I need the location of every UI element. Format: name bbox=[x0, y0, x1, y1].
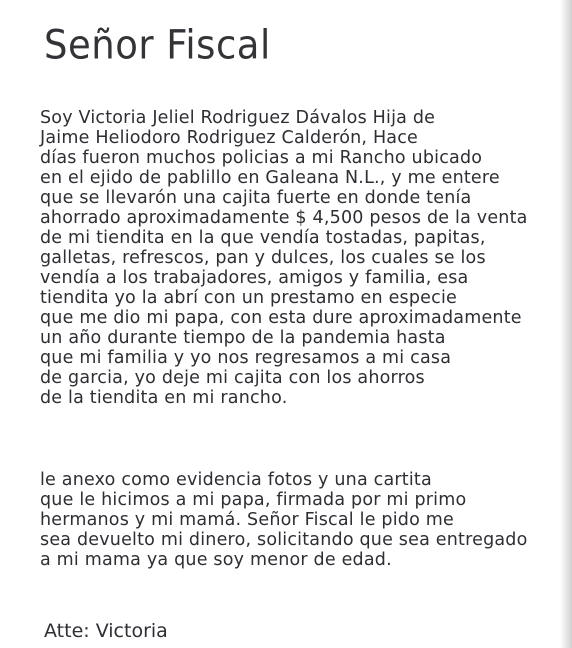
text-line: que mi familia y yo nos regresamos a mi casa bbox=[40, 348, 452, 368]
text-line: galletas, refrescos, pan y dulces, los cuales se los bbox=[40, 248, 486, 268]
text-line: hermanos y mi mamá. Señor Fiscal le pido me bbox=[40, 510, 454, 530]
text-line: le anexo como evidencia fotos y una cartita bbox=[40, 470, 432, 490]
text-line: en el ejido de pablillo en Galeana N.L., y me entere bbox=[40, 168, 500, 188]
text-line: sea devuelto mi dinero, solicitando que sea entregado bbox=[40, 530, 528, 550]
text-line: ahorrado aproximadamente $ 4,500 pesos de la venta bbox=[40, 208, 528, 228]
letter-title: Señor Fiscal bbox=[44, 22, 271, 69]
text-line: Jaime Heliodoro Rodriguez Calderón, Hace bbox=[40, 128, 419, 148]
text-line: un año durante tiempo de la pandemia hasta bbox=[40, 328, 446, 348]
signature: Atte: Victoria bbox=[44, 620, 168, 642]
text-line: días fueron muchos policias a mi Rancho ubicado bbox=[40, 148, 483, 168]
text-line: de garcia, yo deje mi cajita con los ahorros bbox=[40, 368, 425, 388]
letter-paragraph-2 bbox=[40, 470, 532, 570]
letter-paragraph-1 bbox=[40, 108, 532, 408]
text-line: que le hicimos a mi papa, firmada por mi primo bbox=[40, 490, 467, 510]
text-line: a mi mama ya que soy menor de edad. bbox=[40, 550, 392, 570]
text-line: que me dio mi papa, con esta dure aproximadamente bbox=[40, 308, 522, 328]
text-line: de mi tiendita en la que vendía tostadas, papitas, bbox=[40, 228, 486, 248]
text-line: Soy Victoria Jeliel Rodriguez Dávalos Hija de bbox=[40, 108, 436, 128]
text-line: tiendita yo la abrí con un prestamo en especie bbox=[40, 288, 457, 308]
text-line: vendía a los trabajadores, amigos y familia, esa bbox=[40, 268, 469, 288]
page-edge-shadow bbox=[560, 0, 572, 648]
text-line: que se llevarón una cajita fuerte en donde tenía bbox=[40, 188, 472, 208]
text-line: de la tiendita en mi rancho. bbox=[40, 388, 288, 408]
